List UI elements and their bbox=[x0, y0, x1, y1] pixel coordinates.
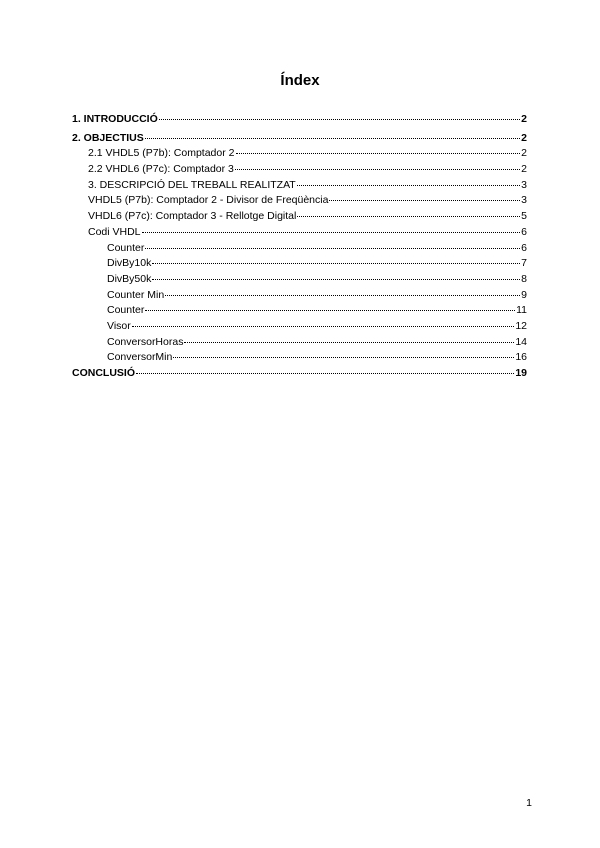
toc-leader-dots bbox=[235, 169, 520, 170]
page-title: Índex bbox=[280, 72, 320, 89]
page-number: 1 bbox=[526, 797, 532, 809]
toc-entry-page: 16 bbox=[515, 351, 527, 364]
toc-entry[interactable] bbox=[72, 131, 527, 147]
toc-leader-dots bbox=[173, 357, 514, 358]
toc-entry-page: 6 bbox=[521, 225, 527, 238]
toc-entry[interactable] bbox=[72, 256, 527, 272]
toc-entry-page: 2 bbox=[521, 131, 527, 144]
toc-entry-label: Visor bbox=[107, 319, 131, 332]
toc-entry[interactable] bbox=[72, 350, 527, 366]
toc-leader-dots bbox=[136, 373, 514, 374]
toc-entry[interactable] bbox=[72, 366, 527, 382]
toc-leader-dots bbox=[236, 153, 521, 154]
toc-entry[interactable] bbox=[72, 178, 527, 194]
toc-entry-page: 12 bbox=[515, 319, 527, 332]
toc-entry-page: 11 bbox=[516, 304, 527, 317]
toc-entry-label: 3. DESCRIPCIÓ DEL TREBALL REALITZAT bbox=[88, 178, 296, 191]
toc-entry-label: ConversorMin bbox=[107, 351, 173, 364]
toc-entry-label: VHDL5 (P7b): Comptador 2 - Divisor de Freqüència bbox=[88, 194, 329, 207]
toc-entry-label: Counter Min bbox=[107, 288, 165, 301]
toc-leader-dots bbox=[297, 216, 520, 217]
toc-entry[interactable] bbox=[72, 146, 527, 162]
toc-leader-dots bbox=[159, 119, 520, 120]
toc-leader-dots bbox=[152, 263, 520, 264]
toc-entry-label: 2.1 VHDL5 (P7b): Comptador 2 bbox=[88, 147, 235, 160]
toc-entry-label: 2. OBJECTIUS bbox=[72, 131, 144, 144]
toc-entry[interactable] bbox=[72, 288, 527, 304]
toc-entry-label: 1. INTRODUCCIÓ bbox=[72, 113, 158, 125]
toc-entry-page: 5 bbox=[521, 210, 527, 223]
toc-entry-page: 8 bbox=[521, 272, 527, 285]
toc-entry-label: ConversorHoras bbox=[107, 335, 184, 348]
toc-entry-label: DivBy50k bbox=[107, 272, 152, 285]
toc-leader-dots bbox=[145, 248, 520, 249]
toc-entry-page: 6 bbox=[521, 241, 527, 254]
toc-entry-label: Counter bbox=[107, 304, 145, 317]
toc-leader-dots bbox=[145, 310, 515, 311]
toc-entry-page: 2 bbox=[521, 147, 527, 160]
toc-entry[interactable] bbox=[72, 303, 527, 319]
toc-entry-label: VHDL6 (P7c): Comptador 3 - Rellotge Digital bbox=[88, 210, 297, 223]
toc-entry-page: 2 bbox=[521, 163, 527, 176]
toc-entry[interactable] bbox=[72, 209, 527, 225]
toc-entry[interactable] bbox=[72, 193, 527, 209]
toc-entry[interactable] bbox=[72, 335, 527, 351]
toc-entry[interactable] bbox=[72, 241, 527, 257]
toc-entry[interactable] bbox=[72, 272, 527, 288]
toc-entry[interactable] bbox=[72, 112, 527, 128]
table-of-contents bbox=[72, 112, 527, 382]
toc-entry-label: Codi VHDL bbox=[88, 225, 141, 238]
toc-leader-dots bbox=[184, 342, 514, 343]
toc-entry-label: 2.2 VHDL6 (P7c): Comptador 3 bbox=[88, 163, 234, 176]
toc-entry-page: 14 bbox=[515, 335, 527, 348]
toc-leader-dots bbox=[297, 185, 520, 186]
toc-entry[interactable] bbox=[72, 225, 527, 241]
toc-entry-page: 2 bbox=[521, 113, 527, 125]
toc-leader-dots bbox=[132, 326, 515, 327]
toc-entry-label: Counter bbox=[107, 241, 145, 254]
toc-entry-page: 7 bbox=[521, 257, 527, 270]
toc-leader-dots bbox=[165, 295, 520, 296]
toc-leader-dots bbox=[329, 200, 520, 201]
toc-entry-page: 3 bbox=[521, 194, 527, 207]
toc-leader-dots bbox=[142, 232, 521, 233]
toc-entry-page: 19 bbox=[515, 367, 527, 379]
toc-entry[interactable] bbox=[72, 162, 527, 178]
toc-entry-label: DivBy10k bbox=[107, 257, 152, 270]
toc-entry-label: CONCLUSIÓ bbox=[72, 367, 135, 379]
toc-entry[interactable] bbox=[72, 319, 527, 335]
toc-entry-page: 3 bbox=[521, 178, 527, 191]
toc-leader-dots bbox=[145, 138, 520, 139]
toc-entry-page: 9 bbox=[521, 288, 527, 301]
toc-leader-dots bbox=[152, 279, 520, 280]
